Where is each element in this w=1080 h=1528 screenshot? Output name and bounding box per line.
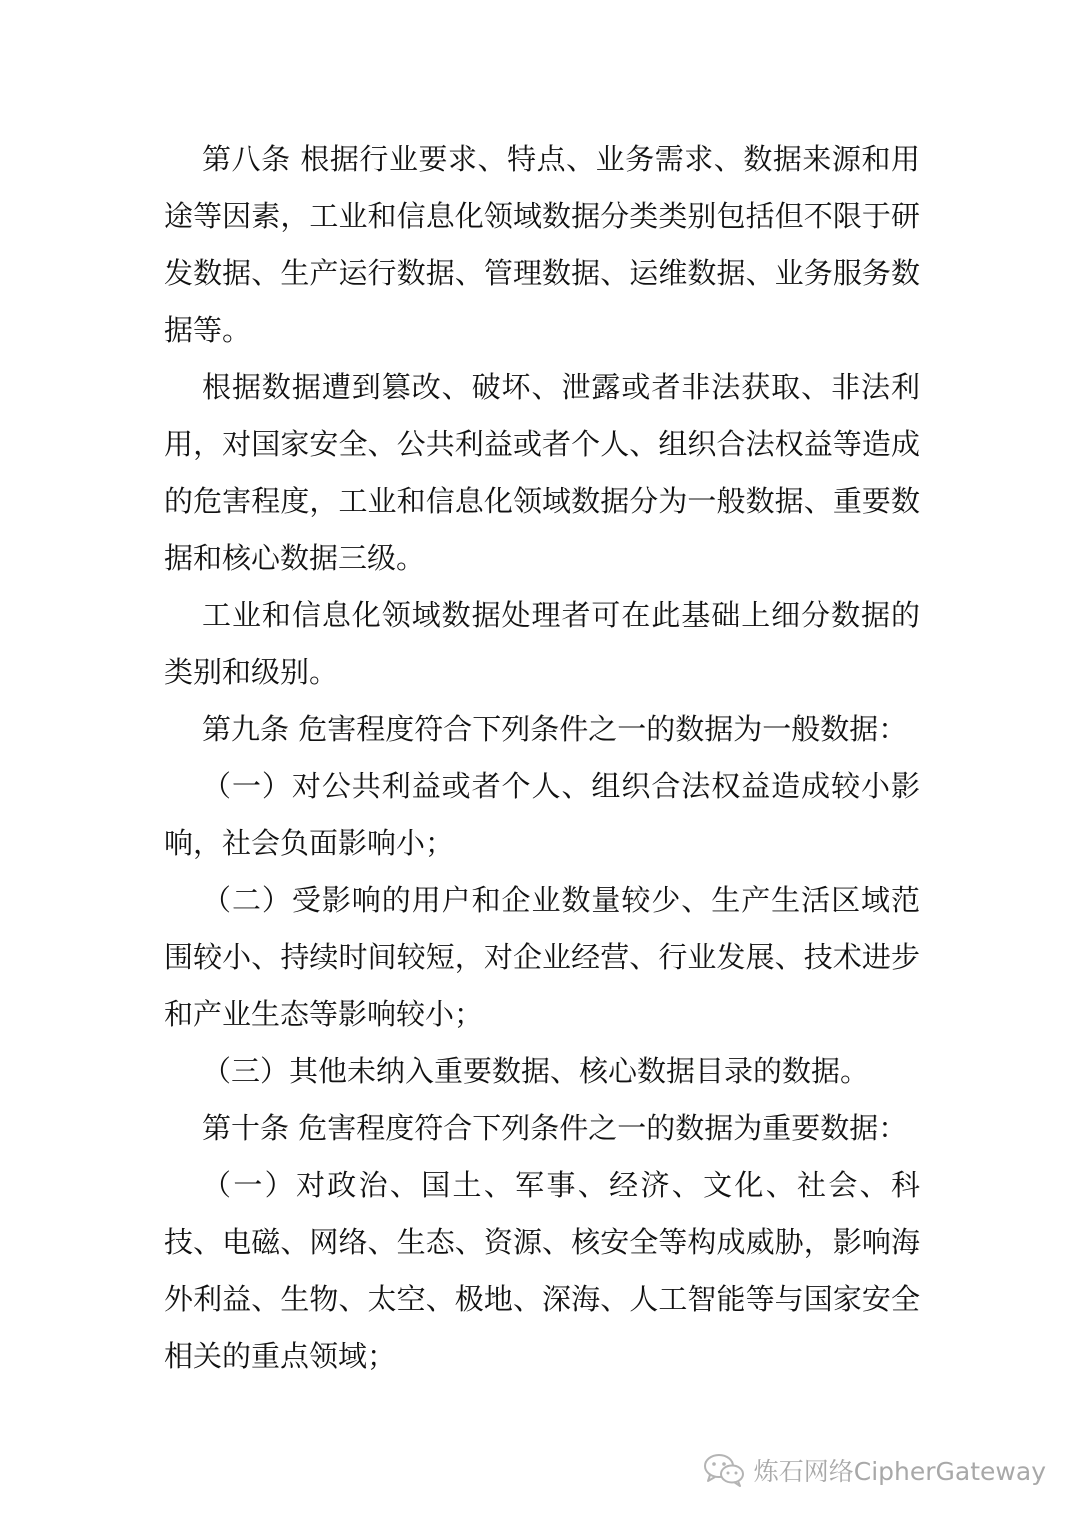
- paragraph-classification-levels: 根据数据遭到篡改、破坏、泄露或者非法获取、非法利用，对国家安全、公共利益或者个人、组织合法权益等造成的危害程度，工业和信息化领域数据分为一般数据、重要数据和核心数据三级。: [164, 370, 920, 575]
- paragraph-article-9-item-2: （二）受影响的用户和企业数量较少、生产生活区域范围较小、持续时间较短，对企业经营、行业发展、技术进步和产业生态等影响较小；: [164, 883, 920, 1031]
- paragraph-article-8: 第八条 根据行业要求、特点、业务需求、数据来源和用途等因素，工业和信息化领域数据分类类别包括但不限于研发数据、生产运行数据、管理数据、运维数据、业务服务数据等。: [164, 142, 920, 347]
- paragraph-article-10: 第十条 危害程度符合下列条件之一的数据为重要数据：: [202, 1111, 908, 1145]
- paragraph-article-9: 第九条 危害程度符合下列条件之一的数据为一般数据：: [202, 712, 908, 746]
- watermark: [702, 1452, 1046, 1488]
- watermark-text: 炼石网络CipherGateway: [753, 1457, 1046, 1486]
- paragraph-subdivision: 工业和信息化领域数据处理者可在此基础上细分数据的类别和级别。: [164, 598, 920, 689]
- document-body: [164, 131, 920, 1385]
- paragraph-article-10-item-1: （一）对政治、国土、军事、经济、文化、社会、科技、电磁、网络、生态、资源、核安全等构成威胁，影响海外利益、生物、太空、极地、深海、人工智能等与国家安全相关的重点领域；: [164, 1168, 920, 1373]
- paragraph-article-9-item-3: （三）其他未纳入重要数据、核心数据目录的数据。: [202, 1054, 870, 1088]
- wechat-icon: [702, 1452, 746, 1488]
- paragraph-article-9-item-1: （一）对公共利益或者个人、组织合法权益造成较小影响，社会负面影响小；: [164, 769, 920, 860]
